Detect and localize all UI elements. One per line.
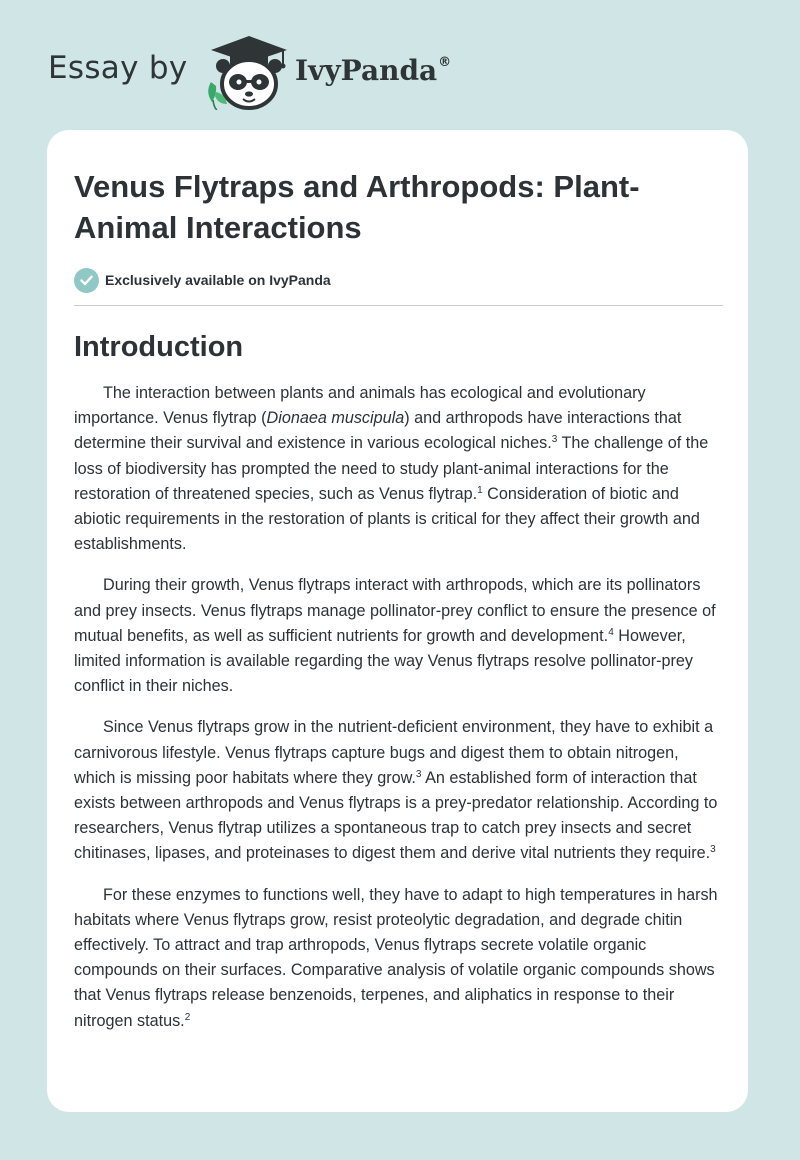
paragraph-text: For these enzymes to functions well, they have to adapt to high temperatures in harsh habitats where Venus flytraps grow, resist proteolytic degradation, and degrade chitin effectively. To attract and trap arthropods, Venus flytraps secrete volatile organic compounds on their surfaces. Comparative analysis of volatile organic compounds shows that Venus flytraps release benzenoids, terpenes, and aliphatics in response to their nitrogen status. (74, 885, 718, 1030)
divider (74, 305, 723, 306)
paragraph-text: The interaction between plants and animals has ecological and evolutionary importance. Venus flytrap ( (74, 384, 646, 428)
body-paragraph (74, 883, 721, 1034)
section-heading: Introduction (74, 331, 244, 363)
paragraph-text: During their growth, Venus flytraps interact with arthropods, which are its pollinators and prey insects. Venus flytraps manage pollinator-prey conflict to ensure the presence of mutual benefits, as well as sufficient nutrients for growth and development. (74, 576, 716, 645)
citation-ref: 4 (608, 626, 614, 638)
paragraph-text: ) and arthropods have interactions that determine their survival and existence in various ecological niches. (74, 409, 682, 453)
body-paragraph (74, 573, 721, 699)
article-card (47, 130, 748, 1112)
graduate-panda-icon (203, 32, 295, 110)
species-name: Dionaea muscipula (266, 409, 405, 428)
article-title: Venus Flytraps and Arthropods: Plant-Animal Interactions (74, 169, 640, 245)
paragraph-text: Consideration of biotic and abiotic requirements in the restoration of plants is critical for they affect their growth and establishments. (74, 484, 700, 554)
site-header (48, 30, 508, 110)
exclusive-badge (74, 266, 721, 294)
paragraph-text: Since Venus flytraps grow in the nutrient-deficient environment, they have to exhibit a carnivorous lifestyle. Venus flytraps capture bugs and digest them to obtain nitrogen, which is missing poor habitats where they grow. (74, 718, 714, 787)
paragraph-text: However, limited information is available regarding the way Venus flytraps resolve pollinator-prey conflict in their niches. (74, 626, 694, 696)
badge-label: Exclusively available on IvyPanda (105, 272, 331, 288)
citation-ref: 3 (415, 768, 422, 780)
paragraph-text: An established form of interaction that exists between arthropods and Venus flytraps is a prey-predator relationship. According to researchers, Venus flytrap utilizes a spontaneous trap to catch prey insects and secret chitinases, lipases, and proteinases to digest them and derive vital nutrients they require. (74, 768, 718, 863)
body-paragraph (74, 715, 721, 866)
citation-ref: 1 (477, 484, 483, 496)
body-paragraph (74, 381, 721, 557)
brand-name: IvyPanda® (295, 54, 452, 87)
citation-ref: 2 (184, 1011, 191, 1023)
essay-by-label: Essay by (48, 50, 188, 86)
citation-ref: 3 (551, 434, 558, 446)
article-body (74, 381, 721, 1034)
checkmark-icon (74, 268, 99, 293)
citation-ref: 3 (710, 844, 716, 856)
paragraph-text: The challenge of the loss of biodiversity has prompted the need to study plant-animal interactions for the restoration of threatened species, such as Venus flytrap. (74, 434, 709, 503)
